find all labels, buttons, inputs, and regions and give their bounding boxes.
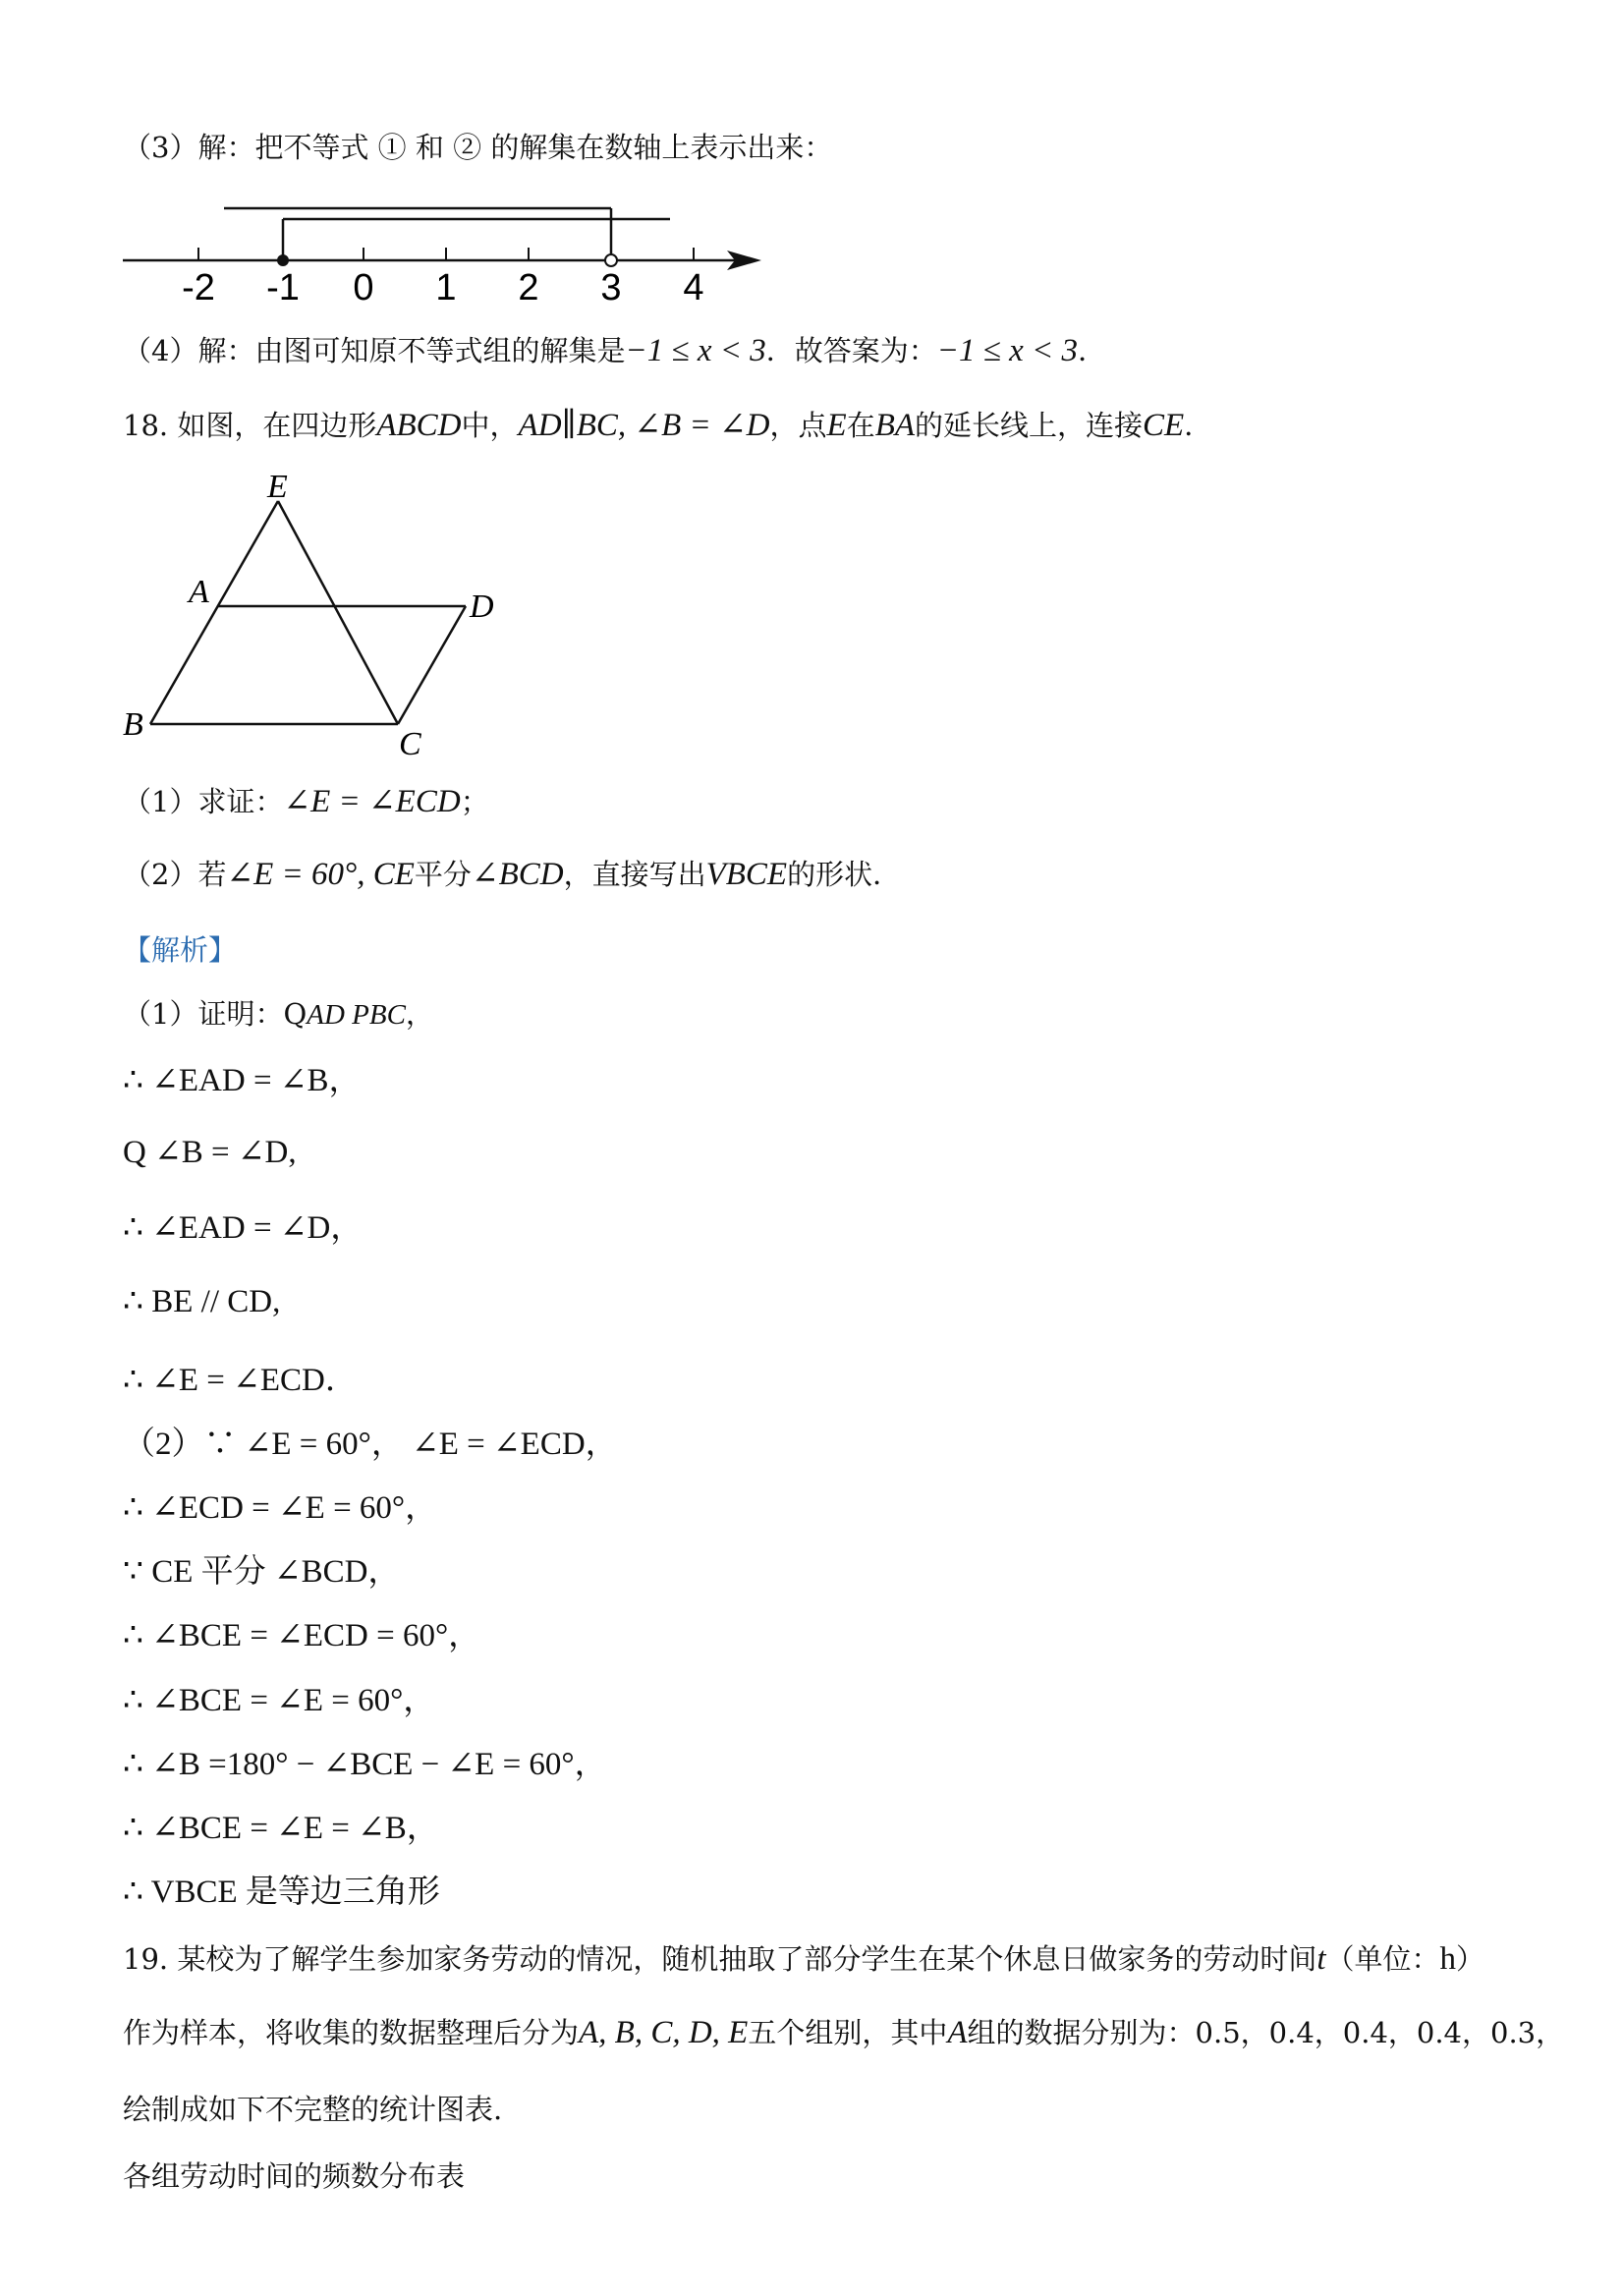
q18-sub1 <box>123 782 489 821</box>
part4-solution-1: −1 ≤ x < 3 <box>625 333 766 368</box>
stem-condition: AD∥BC, ∠B = ∠D <box>518 408 770 443</box>
q19-line1 <box>123 1939 1484 1979</box>
proof-step-3: ∴ ∠EAD = ∠D， <box>123 1210 364 1246</box>
stem-b: 中， <box>461 409 519 442</box>
tick-label-1: 1 <box>435 267 457 308</box>
segment-CD <box>398 606 466 724</box>
tick-label-minus2: -2 <box>182 267 215 308</box>
q19-var-t: t <box>1316 1941 1326 1977</box>
tick-label-0: 0 <box>353 267 374 308</box>
q17-part4 <box>123 331 1106 370</box>
proof-step-6: （2）∵ ∠E = 60°， ∠E = ∠ECD， <box>123 1427 618 1462</box>
q17-part3-text: （3）解：把不等式 ① 和 ② 的解集在数轴上表示出来： <box>123 131 833 164</box>
part4-mid: ．故答案为： <box>765 334 937 367</box>
sub2-c: ，直接写出 <box>563 858 706 891</box>
q19-line2-a: 作为样本，将收集的数据整理后分为 <box>123 2016 580 2049</box>
stem-d: 在 <box>846 409 875 442</box>
tick-label-minus1: -1 <box>266 267 300 308</box>
q18-stem <box>123 406 1212 445</box>
sub2-a: （2）若 <box>123 858 227 891</box>
q19-line2 <box>123 2013 1564 2052</box>
proof-step-5: ∴ ∠E = ∠ECD． <box>123 1363 358 1398</box>
q19-line1-a: 19. 某校为了解学生参加家务劳动的情况，随机抽取了部分学生在某个休息日做家务的劳动时间 <box>123 1942 1317 1976</box>
part4-prefix: （4）解：由图可知原不等式组的解集是 <box>123 334 626 367</box>
proof-step-9: ∴ ∠BCE = ∠ECD = 60°， <box>123 1618 481 1653</box>
proof-step-13: ∴ VBCE 是等边三角形 <box>123 1875 440 1910</box>
quadrilateral-figure <box>118 469 511 762</box>
tick-label-3: 3 <box>600 267 622 308</box>
sub2-math2: ∠BCD <box>471 857 564 892</box>
q19-line2-b: 五个组别，其中 <box>748 2016 948 2049</box>
label-A: A <box>189 574 209 610</box>
q19-group-A: A <box>947 2015 968 2050</box>
proof-step-2: Q ∠B = ∠D, <box>123 1135 297 1170</box>
q19-line2-c: 组的数据分别为：0.5，0.4，0.4，0.4，0.3， <box>967 2016 1565 2049</box>
proof-step-7: ∴ ∠ECD = ∠E = 60°， <box>123 1490 438 1526</box>
proof-step-12: ∴ ∠BCE = ∠E = ∠B， <box>123 1811 439 1846</box>
tick-label-2: 2 <box>518 267 539 308</box>
sub1-b: ； <box>460 785 489 818</box>
part4-end: ． <box>1078 334 1107 367</box>
q19-line1-b: （单位： <box>1325 1942 1440 1976</box>
part4-solution-2: −1 ≤ x < 3 <box>936 333 1079 368</box>
stem-g: ． <box>1184 409 1213 442</box>
proof1-head-math: AD PBC <box>307 999 406 1031</box>
stem-quad: ABCD <box>376 408 462 443</box>
q19-unit-h: h <box>1439 1941 1457 1977</box>
proof-step-11: ∴ ∠B =180° − ∠BCE − ∠E = 60°， <box>123 1747 607 1782</box>
q19-table-title: 各组劳动时间的频数分布表 <box>123 2159 466 2193</box>
proof-step-8: ∵ CE 平分 ∠BCD， <box>123 1554 401 1590</box>
stem-ba: BA <box>874 408 916 443</box>
stem-a: 18. 如图，在四边形 <box>123 409 377 442</box>
stem-f: 的延长线上，连接 <box>915 409 1144 442</box>
q19-line3: 绘制成如下不完整的统计图表. <box>123 2093 503 2126</box>
sub2-math1: ∠E = 60°, CE <box>226 857 415 892</box>
label-E: E <box>267 469 288 505</box>
stem-c: ，点 <box>769 409 827 442</box>
open-point-3 <box>605 254 617 266</box>
label-B: B <box>123 706 143 743</box>
analysis-label: 【解析】 <box>123 933 238 967</box>
stem-ce: CE <box>1143 408 1185 443</box>
stem-point-e: E <box>826 408 847 443</box>
proof1-head <box>123 994 434 1035</box>
closed-point-minus1 <box>277 254 289 266</box>
sub2-b: 平分 <box>414 858 472 891</box>
sub1-math: ∠E = ∠ECD <box>283 784 461 819</box>
proof-step-4: ∴ BE // CD, <box>123 1284 281 1319</box>
proof1-head-text: （1）证明：Q <box>123 997 308 1031</box>
number-line-figure <box>118 196 766 308</box>
segment-BE <box>150 501 278 724</box>
segment-EC <box>278 501 398 724</box>
sub2-d: 的形状． <box>787 858 902 891</box>
sub2-math3: VBCE <box>705 857 788 892</box>
proof-step-1: ∴ ∠EAD = ∠B， <box>123 1063 362 1098</box>
proof1-head-end: ， <box>405 997 434 1031</box>
sub1-a: （1）求证： <box>123 785 284 818</box>
label-D: D <box>470 588 494 625</box>
q19-groups: A, B, C, D, E <box>579 2015 749 2050</box>
q19-line1-c: ） <box>1456 1942 1485 1976</box>
tick-label-4: 4 <box>683 267 704 308</box>
label-C: C <box>399 726 421 762</box>
q18-sub2 <box>123 855 901 894</box>
proof-step-10: ∴ ∠BCE = ∠E = 60°， <box>123 1683 436 1718</box>
